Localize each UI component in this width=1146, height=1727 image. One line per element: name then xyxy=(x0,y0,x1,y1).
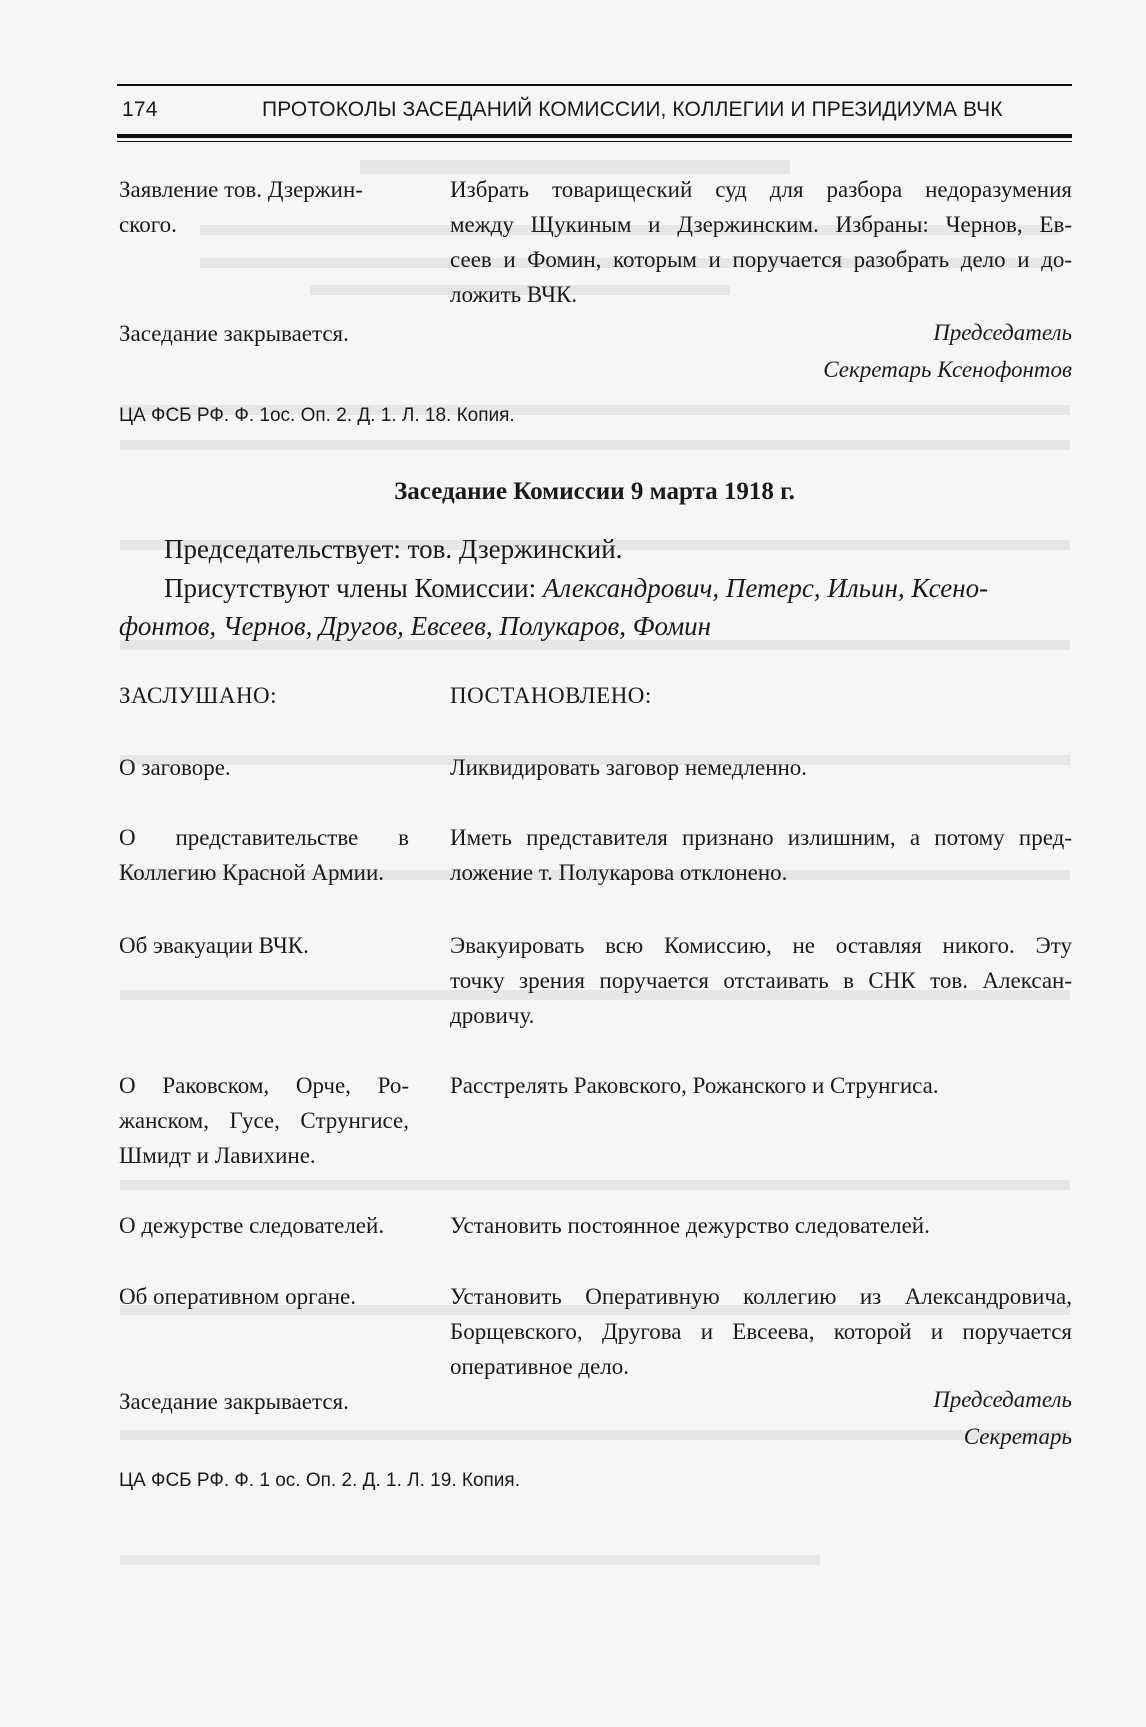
text-line: Эвакуировать всю Комиссию, не оставляя никого. Эту xyxy=(450,933,1072,958)
text-line: ложение т. Полукарова отклонено. xyxy=(450,860,788,885)
session2-secretary: Секретарь xyxy=(963,1424,1072,1449)
text-line: оперативное дело. xyxy=(450,1354,630,1379)
text-line: О Раковском, Орче, Ро- xyxy=(119,1073,409,1098)
present-names-line2: фонтов, Чернов, Другов, Евсеев, Полукаров, Фомин xyxy=(119,611,712,641)
session2-present xyxy=(119,568,1074,608)
item-resolved xyxy=(450,750,1072,785)
item-heard xyxy=(119,1208,409,1243)
session1-chairman: Председатель xyxy=(933,320,1072,345)
item-heard xyxy=(119,750,409,785)
item-heard xyxy=(119,1068,409,1173)
session1-item-resolved xyxy=(450,172,1072,312)
session1-closing: Заседание закрывается. xyxy=(119,321,349,346)
session2-presiding xyxy=(119,529,1074,569)
session2-source: ЦА ФСБ РФ. Ф. 1 ос. Оп. 2. Д. 1. Л. 19. Копия. xyxy=(119,1470,520,1491)
header-rule-top xyxy=(117,84,1072,86)
text-line: Установить постоянное дежурство следователей. xyxy=(450,1213,930,1238)
text-line: Избрать товарищеский суд для разбора недоразумения xyxy=(450,177,1072,202)
text-line: Заявление тов. Дзержин- xyxy=(119,177,363,202)
text-line: Шмидт и Лавихине. xyxy=(119,1143,316,1168)
text-line: Коллегию Красной Армии. xyxy=(119,860,385,885)
presiding-label: Председательствует: тов. Дзержинский. xyxy=(164,534,623,564)
item-heard xyxy=(119,928,409,963)
text-line: Расстрелять Раковского, Рожанского и Струнгиса. xyxy=(450,1073,939,1098)
text-line: О дежурстве следователей. xyxy=(119,1213,385,1238)
item-heard xyxy=(119,820,409,890)
session1-item-heard xyxy=(119,172,409,242)
text-line: дровичу. xyxy=(450,1003,535,1028)
session2-closing: Заседание закрывается. xyxy=(119,1389,349,1414)
page-number: 174 xyxy=(122,98,158,121)
text-line: между Щукиным и Дзержинским. Избраны: Чернов, Ев- xyxy=(450,212,1072,237)
text-line: Об оперативном органе. xyxy=(119,1284,356,1309)
present-label: Присутствуют члены Комиссии: xyxy=(164,573,537,603)
text-line: ского. xyxy=(119,212,177,237)
session1-secretary: Секретарь Ксенофонтов xyxy=(823,357,1072,382)
session2-title: Заседание Комиссии 9 марта 1918 г. xyxy=(394,478,795,505)
resolved-header: ПОСТАНОВЛЕНО: xyxy=(450,683,652,708)
text-line: Установить Оперативную коллегию из Александровича, xyxy=(450,1284,1072,1309)
session1-source: ЦА ФСБ РФ. Ф. 1ос. Оп. 2. Д. 1. Л. 18. Копия. xyxy=(119,405,515,426)
item-resolved xyxy=(450,1279,1072,1384)
running-head: ПРОТОКОЛЫ ЗАСЕДАНИЙ КОМИССИИ, КОЛЛЕГИИ И ПРЕЗИДИУМА ВЧК xyxy=(262,98,1003,121)
heard-header: ЗАСЛУШАНО: xyxy=(119,683,278,708)
item-resolved xyxy=(450,928,1072,1033)
present-names-line1: Александрович, Петерс, Ильин, Ксено- xyxy=(542,573,989,603)
item-resolved xyxy=(450,1208,1072,1243)
item-resolved xyxy=(450,1068,1072,1103)
text-line: О представительстве в xyxy=(119,825,409,850)
text-line: Иметь представителя признано излишним, а потому пред- xyxy=(450,825,1072,850)
session2-present-cont xyxy=(119,606,1074,646)
text-line: Об эвакуации ВЧК. xyxy=(119,933,309,958)
header-rule-bottom xyxy=(117,134,1072,138)
header-rule-bottom-thin xyxy=(117,141,1072,142)
text-line: сеев и Фомин, которым и поручается разобрать дело и до- xyxy=(450,247,1072,272)
text-line: точку зрения поручается отстаивать в СНК тов. Алексан- xyxy=(450,968,1072,993)
text-line: О заговоре. xyxy=(119,755,231,780)
text-line: Борщевского, Другова и Евсеева, которой и поручается xyxy=(450,1319,1072,1344)
text-line: жанском, Гусе, Струнгисе, xyxy=(119,1108,409,1133)
item-resolved xyxy=(450,820,1072,890)
text-line: Ликвидировать заговор немедленно. xyxy=(450,755,808,780)
session2-chairman: Председатель xyxy=(933,1387,1072,1412)
text-line: ложить ВЧК. xyxy=(450,282,578,307)
item-heard xyxy=(119,1279,409,1314)
